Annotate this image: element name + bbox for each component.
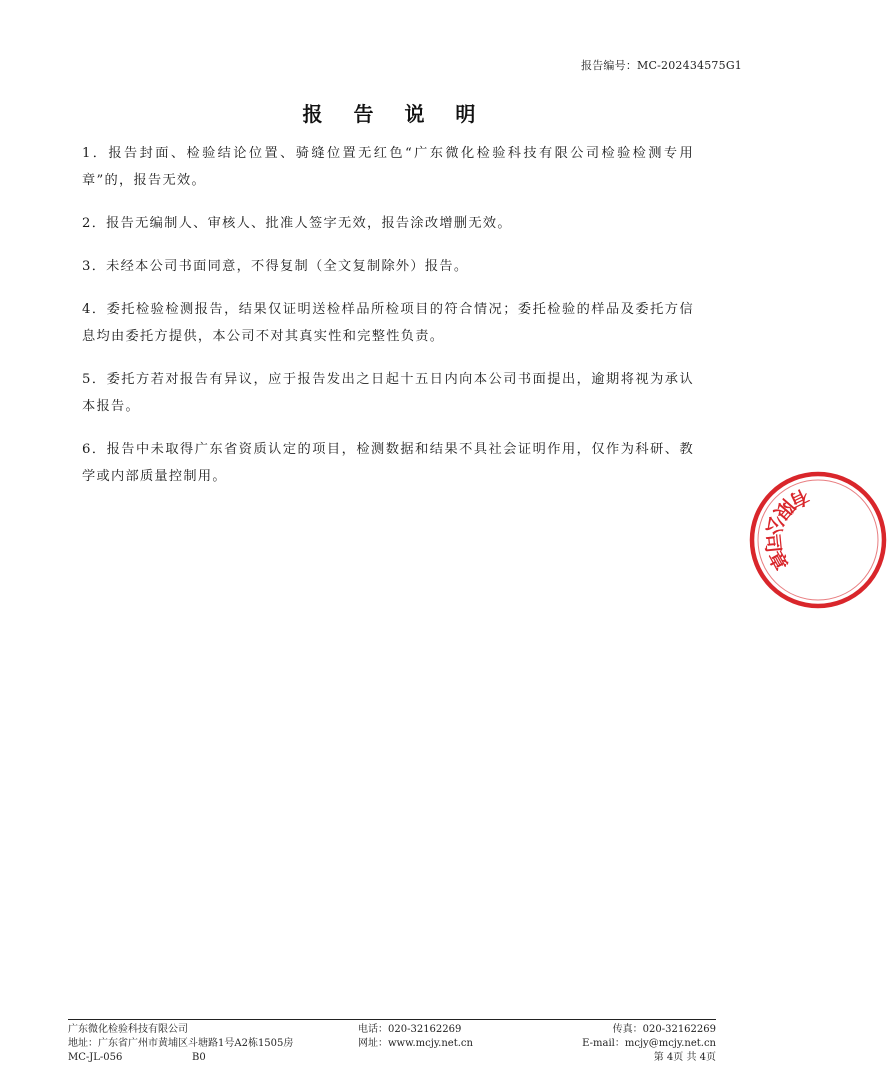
footer-row-1 bbox=[68, 1023, 716, 1037]
report-number: 报告编号：MC-202434575G1 bbox=[581, 59, 742, 72]
page-footer bbox=[68, 1019, 716, 1065]
footer-page-info: 第 4页 共 4页 bbox=[653, 1052, 716, 1063]
clause-item: 4．委托检验检测报告，结果仅证明送检样品所检项目的符合情况；委托检验的样品及委托方信息均由委托方提供，本公司不对其真实性和完整性负责。 bbox=[82, 302, 694, 344]
clause-item: 2．报告无编制人、审核人、批准人签字无效，报告涂改增删无效。 bbox=[82, 216, 512, 231]
clause-item: 1．报告封面、检验结论位置、骑缝位置无红色“广东微化检验科技有限公司检验检测专用章”的，报告无效。 bbox=[82, 146, 694, 188]
clause-item: 3．未经本公司书面同意，不得复制（全文复制除外）报告。 bbox=[82, 259, 469, 274]
footer-website: 网址：www.mcjy.net.cn bbox=[358, 1038, 473, 1049]
footer-phone: 电话：020-32162269 bbox=[358, 1024, 462, 1035]
official-seal-icon bbox=[748, 470, 888, 610]
footer-company: 广东微化检验科技有限公司 bbox=[68, 1024, 188, 1035]
footer-version: B0 bbox=[192, 1052, 206, 1063]
footer-address: 地址：广东省广州市黄埔区斗塘路1号A2栋1505房 bbox=[68, 1038, 294, 1049]
footer-row-3 bbox=[68, 1051, 716, 1065]
seal-text: 有限公司章 bbox=[760, 484, 813, 577]
clause-item: 6．报告中未取得广东省资质认定的项目，检测数据和结果不具社会证明作用，仅作为科研、教学或内部质量控制用。 bbox=[82, 442, 694, 484]
footer-fax: 传真：020-32162269 bbox=[612, 1024, 716, 1035]
footer-email: E-mail：mcjy@mcjy.net.cn bbox=[582, 1038, 716, 1049]
footer-row-2 bbox=[68, 1037, 716, 1051]
clause-item: 5．委托方若对报告有异议，应于报告发出之日起十五日内向本公司书面提出，逾期将视为承认本报告。 bbox=[82, 372, 694, 414]
footer-divider bbox=[68, 1019, 716, 1020]
clause-list bbox=[82, 140, 694, 506]
footer-form-code: MC-JL-056 bbox=[68, 1052, 123, 1063]
page-title: 报 告 说 明 bbox=[302, 102, 488, 126]
